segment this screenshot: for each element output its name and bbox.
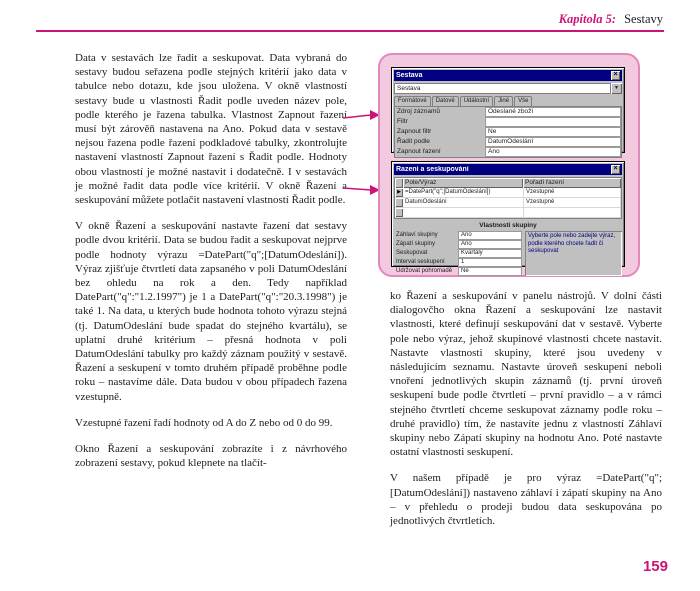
property-tab: Jiné	[494, 96, 513, 106]
property-grid	[394, 106, 622, 158]
field-column-header: Pole/Výraz	[403, 178, 523, 188]
group-property-label: Interval seskupení	[396, 259, 445, 265]
field-cell	[403, 208, 524, 217]
paragraph: V našem případě je pro výraz =DatePart("q"; [DatumOdeslání]) nastaveno záhlaví i zápatí skupiny na Ano – v přehledu o prodeji budou data seskupována po jednotlivých čtvrtletích.	[390, 472, 662, 528]
group-property-label: Zápatí skupiny	[396, 241, 436, 247]
group-property-value: Kvartály	[458, 249, 522, 258]
property-label: Řadit podle	[397, 138, 430, 145]
group-property-row	[394, 240, 522, 249]
group-property-value: Ano	[458, 231, 522, 240]
chapter-header	[559, 12, 663, 27]
property-row	[395, 137, 621, 147]
group-property-row	[394, 249, 522, 258]
left-column	[75, 51, 347, 482]
window-title: Řazení a seskupování	[396, 166, 469, 173]
property-row	[395, 147, 621, 157]
row-selector	[395, 208, 403, 217]
window-title: Sestava	[396, 72, 423, 79]
group-section-title: Vlastnosti skupiny	[479, 222, 537, 229]
group-property-row	[394, 258, 522, 267]
property-tab: Událostní	[460, 96, 493, 106]
callout-arrow	[341, 104, 381, 126]
grid-row	[395, 188, 621, 198]
property-tabs	[394, 96, 622, 106]
group-property-row	[394, 267, 522, 276]
grid-header	[395, 178, 621, 188]
property-tab: Vše	[514, 96, 532, 106]
group-property-value: Ne	[458, 267, 522, 276]
property-value	[485, 117, 621, 127]
property-value: Ano	[485, 147, 621, 157]
combo-value: Sestava	[394, 83, 611, 94]
property-label: Zapnout filtr	[397, 128, 432, 135]
paragraph: Data v sestavách lze řadit a seskupovat. Data vybraná do sestavy budou seřazena podle stejných kritérií jako data v tabulce nebo dotazu, kde jsou uložena. V okně vlastností sestavy bude u vlastnosti Řadit podle uveden název pole, podle kterého je řazena tabulka. Vlastnost Zapnout řazení musí být zárověň nastavena na Ano. Pokud data v sestavě nejsou řazena podle řazení podkladové tabulky, zkontrolujte nastavení vlastností Zapnout řazení s Řadit podle. Hodnoty obou vlastností je možné nastavit i dodatečně. I v sestavách je možné řadit data podle více kritérií. V okně Řazení a seskupování můžete potlačit nastavení vlastností Řadit podle.	[75, 52, 347, 207]
property-tab: Formátové	[394, 96, 431, 106]
group-property-value: 1	[458, 258, 522, 267]
group-properties-section	[394, 221, 622, 276]
grid-row	[395, 198, 621, 208]
window-titlebar	[394, 164, 622, 175]
property-label: Zdroj záznamů	[397, 108, 440, 115]
object-combo-box	[394, 83, 622, 94]
group-property-label: Seskupovat	[396, 250, 428, 256]
figure-panel	[378, 53, 640, 277]
sorting-grid	[394, 177, 622, 219]
paragraph: V okně Řazení a seskupování nastavte řazení dat sestavy podle dvou kritérií. Data se budou řadit a seskupovat nejprve podle hodnoty výrazu =DatePart("q";[DatumOdeslání]). Výraz zjišťuje čtvrtletí data zapsaného v poli DatumOdeslání bez ohledu na rok a den. Tedy například DatePart("q":"1.2.1997") je 1 a DatePart("q":"20.3.1998") je také 1. Na data, u kterých bude hodnota tohoto výrazu stejná (tj. DatumOdeslání bude spadat do stejného kvartálu), se uplatní druhé kritérium – přesná hodnota v poli DatumOdeslání tabulky pro každý záznam použitý v sestavě. Řazení a seskupení v tomto druhém případě proběhne podle roku – nastavíme dále. Data budou v obou případech řazena vzestupně.	[75, 220, 347, 403]
header-rule	[36, 30, 664, 32]
right-column	[390, 289, 662, 540]
paragraph: Vzestupné řazení řadí hodnoty od A do Z nebo od 0 do 99.	[75, 416, 333, 429]
property-value: Odeslané zboží	[485, 107, 621, 117]
property-row	[395, 117, 621, 127]
order-cell	[524, 208, 621, 217]
property-value: Ne	[485, 127, 621, 137]
page-number: 159	[642, 558, 668, 575]
group-help-text: Vyberte pole nebo zadejte výraz, podle kterého chcete řadit či seskupovat	[525, 231, 622, 276]
order-cell: Vzestupné	[524, 198, 621, 207]
property-label: Filtr	[397, 118, 408, 125]
grid-row	[395, 208, 621, 218]
order-column-header: Pořadí řazení	[523, 178, 621, 188]
order-cell: Vzestupné	[524, 188, 621, 197]
properties-window-screenshot	[391, 67, 625, 153]
group-properties	[394, 231, 522, 276]
property-row	[395, 107, 621, 117]
callout-arrow	[341, 178, 381, 200]
sorting-grouping-dialog-screenshot	[391, 161, 625, 274]
group-property-value: Ano	[458, 240, 522, 249]
close-icon: ×	[611, 71, 620, 80]
group-property-label: Záhlaví skupiny	[396, 232, 438, 238]
row-selector	[395, 198, 403, 207]
row-selector-header	[395, 178, 403, 188]
window-titlebar	[394, 70, 622, 81]
property-label: Zapnout řazení	[397, 148, 441, 155]
paragraph: ko Řazení a seskupování v panelu nástrojů. V dolní části dialogovčho okna Řazení a seskupování lze nastavit vlastnosti, které definují seskupování dat v sestavě. Vyberte pole nebo výraz, jehož skupinové vlastnosti chcete nastavit. Nastavte vlastnosti skupiny, které jsou uvedeny v následujícím seznamu. Nastavte úroveň seskupení neboli vnoření jednotlivých skupin záznamů (tj. první úroveň seskupení bude podle čtvrtletí – první pravidlo – a v rámci stejného čtvrtletí chceme seskupovat záznamy podle roku – druhé pravidlo) tím, že nastavíte jednu z vlastností Záhlaví skupiny nebo Zápatí skupiny na hodnotu Ano. Poté nastavte ostatní vlastnosti seskupení.	[390, 290, 662, 459]
close-icon: ×	[611, 165, 620, 174]
field-cell: =DatePart("q";[DatumOdeslání])	[403, 188, 524, 197]
row-selector-icon: ▶	[395, 188, 403, 197]
property-tab: Datové	[432, 96, 459, 106]
property-row	[395, 127, 621, 137]
group-property-label: Udržovat pohromadě	[396, 268, 453, 274]
group-property-row	[394, 231, 522, 240]
chapter-label: Kapitola 5:	[558, 12, 616, 26]
field-cell: DatumOdeslání	[403, 198, 524, 207]
paragraph: Okno Řazení a seskupování zobrazíte i z návrhového zobrazení sestavy, pokud klepnete na tlačít-	[75, 443, 347, 470]
property-value: DatumOdeslání	[485, 137, 621, 147]
chevron-down-icon: ▼	[611, 83, 622, 94]
chapter-title: Sestavy	[624, 12, 663, 26]
